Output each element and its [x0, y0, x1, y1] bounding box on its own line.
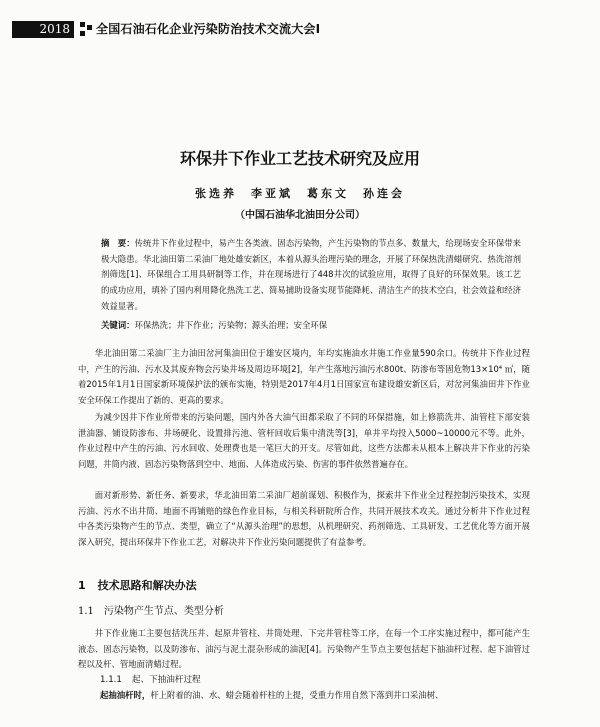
section-1-number: 1 — [78, 579, 86, 592]
conference-logo-icon — [80, 22, 92, 36]
body-paragraph-2: 为减少因井下作业所带来的污染问题，国内外各大油气田都采取了不同的环保措施，如上修箭洗井、油管柱下部安装泄油器、铺设防渗布、井场硬化、设置排污池、管杆回收后集中清洗等[3]，单井平均投入5000~10000元不等。此外，作业过程中产生的污油、污水回收、处理费也是一笔巨大的开支。尽管如此，这些方法都未从根本上解决井下作业的污染问题，井筒内液、固态污染物落到空中、地面、人体造成污染、伤害的事件依然普遍存在。 — [78, 412, 530, 469]
section-1-1-heading — [78, 602, 224, 617]
body-paragraph-1: 华北油田第二采油厂主力油田岔河集油田位于雄安区境内，年均实施油水井施工作业量590余口。传统井下作业过程中，产生的污油、污水及其废弃物会污染井场及周边环境[2]，年产生落地污油污水800t、防渗布等固危物13×10⁴ ㎡，随着2015年1月1日国家新环境保护法的颁布实施，特别是2017年4月1日国家宣布建设雄安新区后，对岔河集油田井下作业安全环保工作提出了新的、更高的要求。 — [78, 348, 530, 405]
header-year-badge: 2018 — [12, 21, 74, 38]
body-paragraph-5 — [100, 688, 532, 703]
keywords-label: 关键词： — [101, 320, 135, 330]
body-paragraph-4: 井下作业施工主要包括洗压井、起原井管柱、井筒处理、下完井管柱等工序，在每一个工序实施过程中，都可能产生液态、固态污染物，以及防渗布、油污与泥土混杂形成的油泥[4]。污染物产生节点主要包括起下抽油杆过程、起下油管过程以及杆、管地面清蜡过程。 — [78, 628, 530, 669]
paper-authors: 张选养 李亚斌 葛东文 孙连会 — [195, 187, 405, 200]
section-1-title: 技术思路和解决办法 — [97, 579, 197, 592]
abstract — [101, 236, 521, 315]
section-1-1-number: 1.1 — [78, 606, 94, 617]
body-paragraph-3: 面对新形势、新任务、新要求，华北油田第二采油厂超前谋划、积极作为，探索井下作业全过程控制污染技术，实现污油、污水不出井筒、地面不再铺赔的绿色作业目标，与相关科研院所合作，共同开展技术攻关。通过分析井下作业过程中各类污染物产生的节点、类型，确立了“从源头治理”的思想，从机理研究、药剂筛选、工具研发、工艺优化等方面开展深入研究，提出环保井下作业工艺，对解决井下作业污染问题提供了有益参考。 — [78, 490, 530, 547]
abstract-text: 传统井下作业过程中，易产生各类液、固态污染物，产生污染物的节点多、数量大，给现场安全环保带来极大隐患。华北油田第二采油厂地处雄安新区，本着从源头治理污染的理念，开展了环保热洗清蜡研究、热洗溶剂剂筛选[1]、环保组合工用具研制等工作，并在现场进行了448井次的试验应用，取得了良好的环保效果。该工艺的成功应用，填补了国内利用降化热洗工艺、简易捕助设备实现节能降耗、清洁生产的技术空白，社会效益和经济效益显著。 — [101, 238, 522, 311]
section-1-1-1-number: 1.1.1 — [100, 675, 122, 685]
section-1-heading — [78, 577, 197, 593]
paragraph-5-label: 起抽油杆时， — [100, 690, 151, 700]
abstract-label: 摘 要： — [101, 238, 135, 248]
section-1-1-1-title: 起、下抽油杆过程 — [131, 675, 201, 685]
paragraph-5-text: 杆上附着的油、水、蜡会随着杆柱的上提，受重力作用自然下落到井口采油树、 — [150, 690, 444, 700]
paper-affiliation: （中国石油华北油田分公司） — [235, 210, 365, 221]
section-1-1-1-heading — [100, 673, 201, 685]
section-1-1-title: 污染物产生节点、类型分析 — [103, 606, 224, 617]
keywords-text: 环保热洗；井下作业；污染物；源头治理；安全环保 — [134, 320, 328, 330]
paper-title: 环保井下作业工艺技术研究及应用 — [179, 149, 420, 168]
conference-title: 全国石油石化企业污染防治技术交流大会Ⅰ — [96, 22, 321, 36]
keywords — [101, 318, 521, 333]
